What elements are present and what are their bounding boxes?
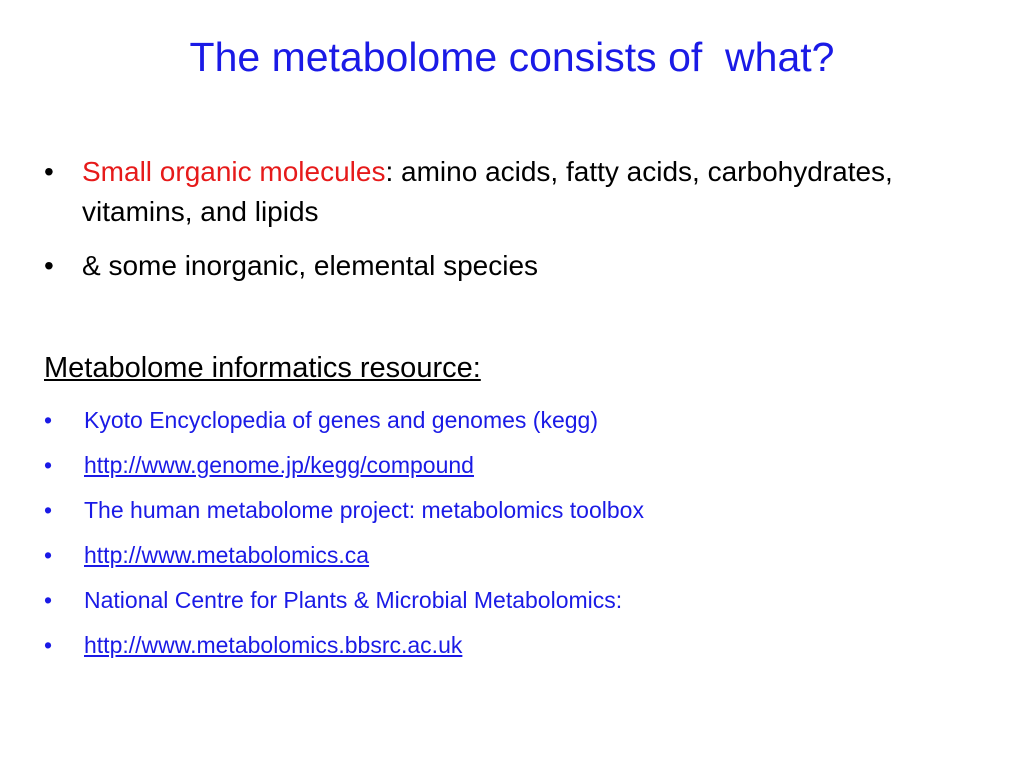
highlight-text: Small organic molecules xyxy=(82,156,386,187)
bullet-dot: • xyxy=(44,632,53,658)
bullet-dot: • xyxy=(44,587,53,613)
bullet-text xyxy=(82,152,902,232)
bbsrc-link[interactable]: http://www.metabolomics.bbsrc.ac.uk xyxy=(84,632,463,658)
resource-text: National Centre for Plants & Microbial Metabolomics: xyxy=(84,587,623,613)
resource-text: Kyoto Encyclopedia of genes and genomes (kegg) xyxy=(84,407,598,433)
bullet-dot: • xyxy=(44,497,53,523)
bullet-rest-text: : amino acids, fatty acids, carbohydrates, vitamins, and lipids xyxy=(82,156,893,227)
kegg-link[interactable]: http://www.genome.jp/kegg/compound xyxy=(84,452,474,478)
slide-title: The metabolome consists of what? xyxy=(189,34,835,80)
bullet-dot: • xyxy=(44,156,54,187)
bullet-text: & some inorganic, elemental species xyxy=(82,250,539,281)
resource-text: The human metabolome project: metabolomics toolbox xyxy=(84,497,644,523)
metabolomics-ca-link[interactable]: http://www.metabolomics.ca xyxy=(84,542,370,568)
bullet-dot: • xyxy=(44,542,53,568)
bullet-dot: • xyxy=(44,452,53,478)
bullet-dot: • xyxy=(44,407,53,433)
section-heading: Metabolome informatics resource: xyxy=(44,352,481,384)
bullet-dot: • xyxy=(44,250,54,281)
